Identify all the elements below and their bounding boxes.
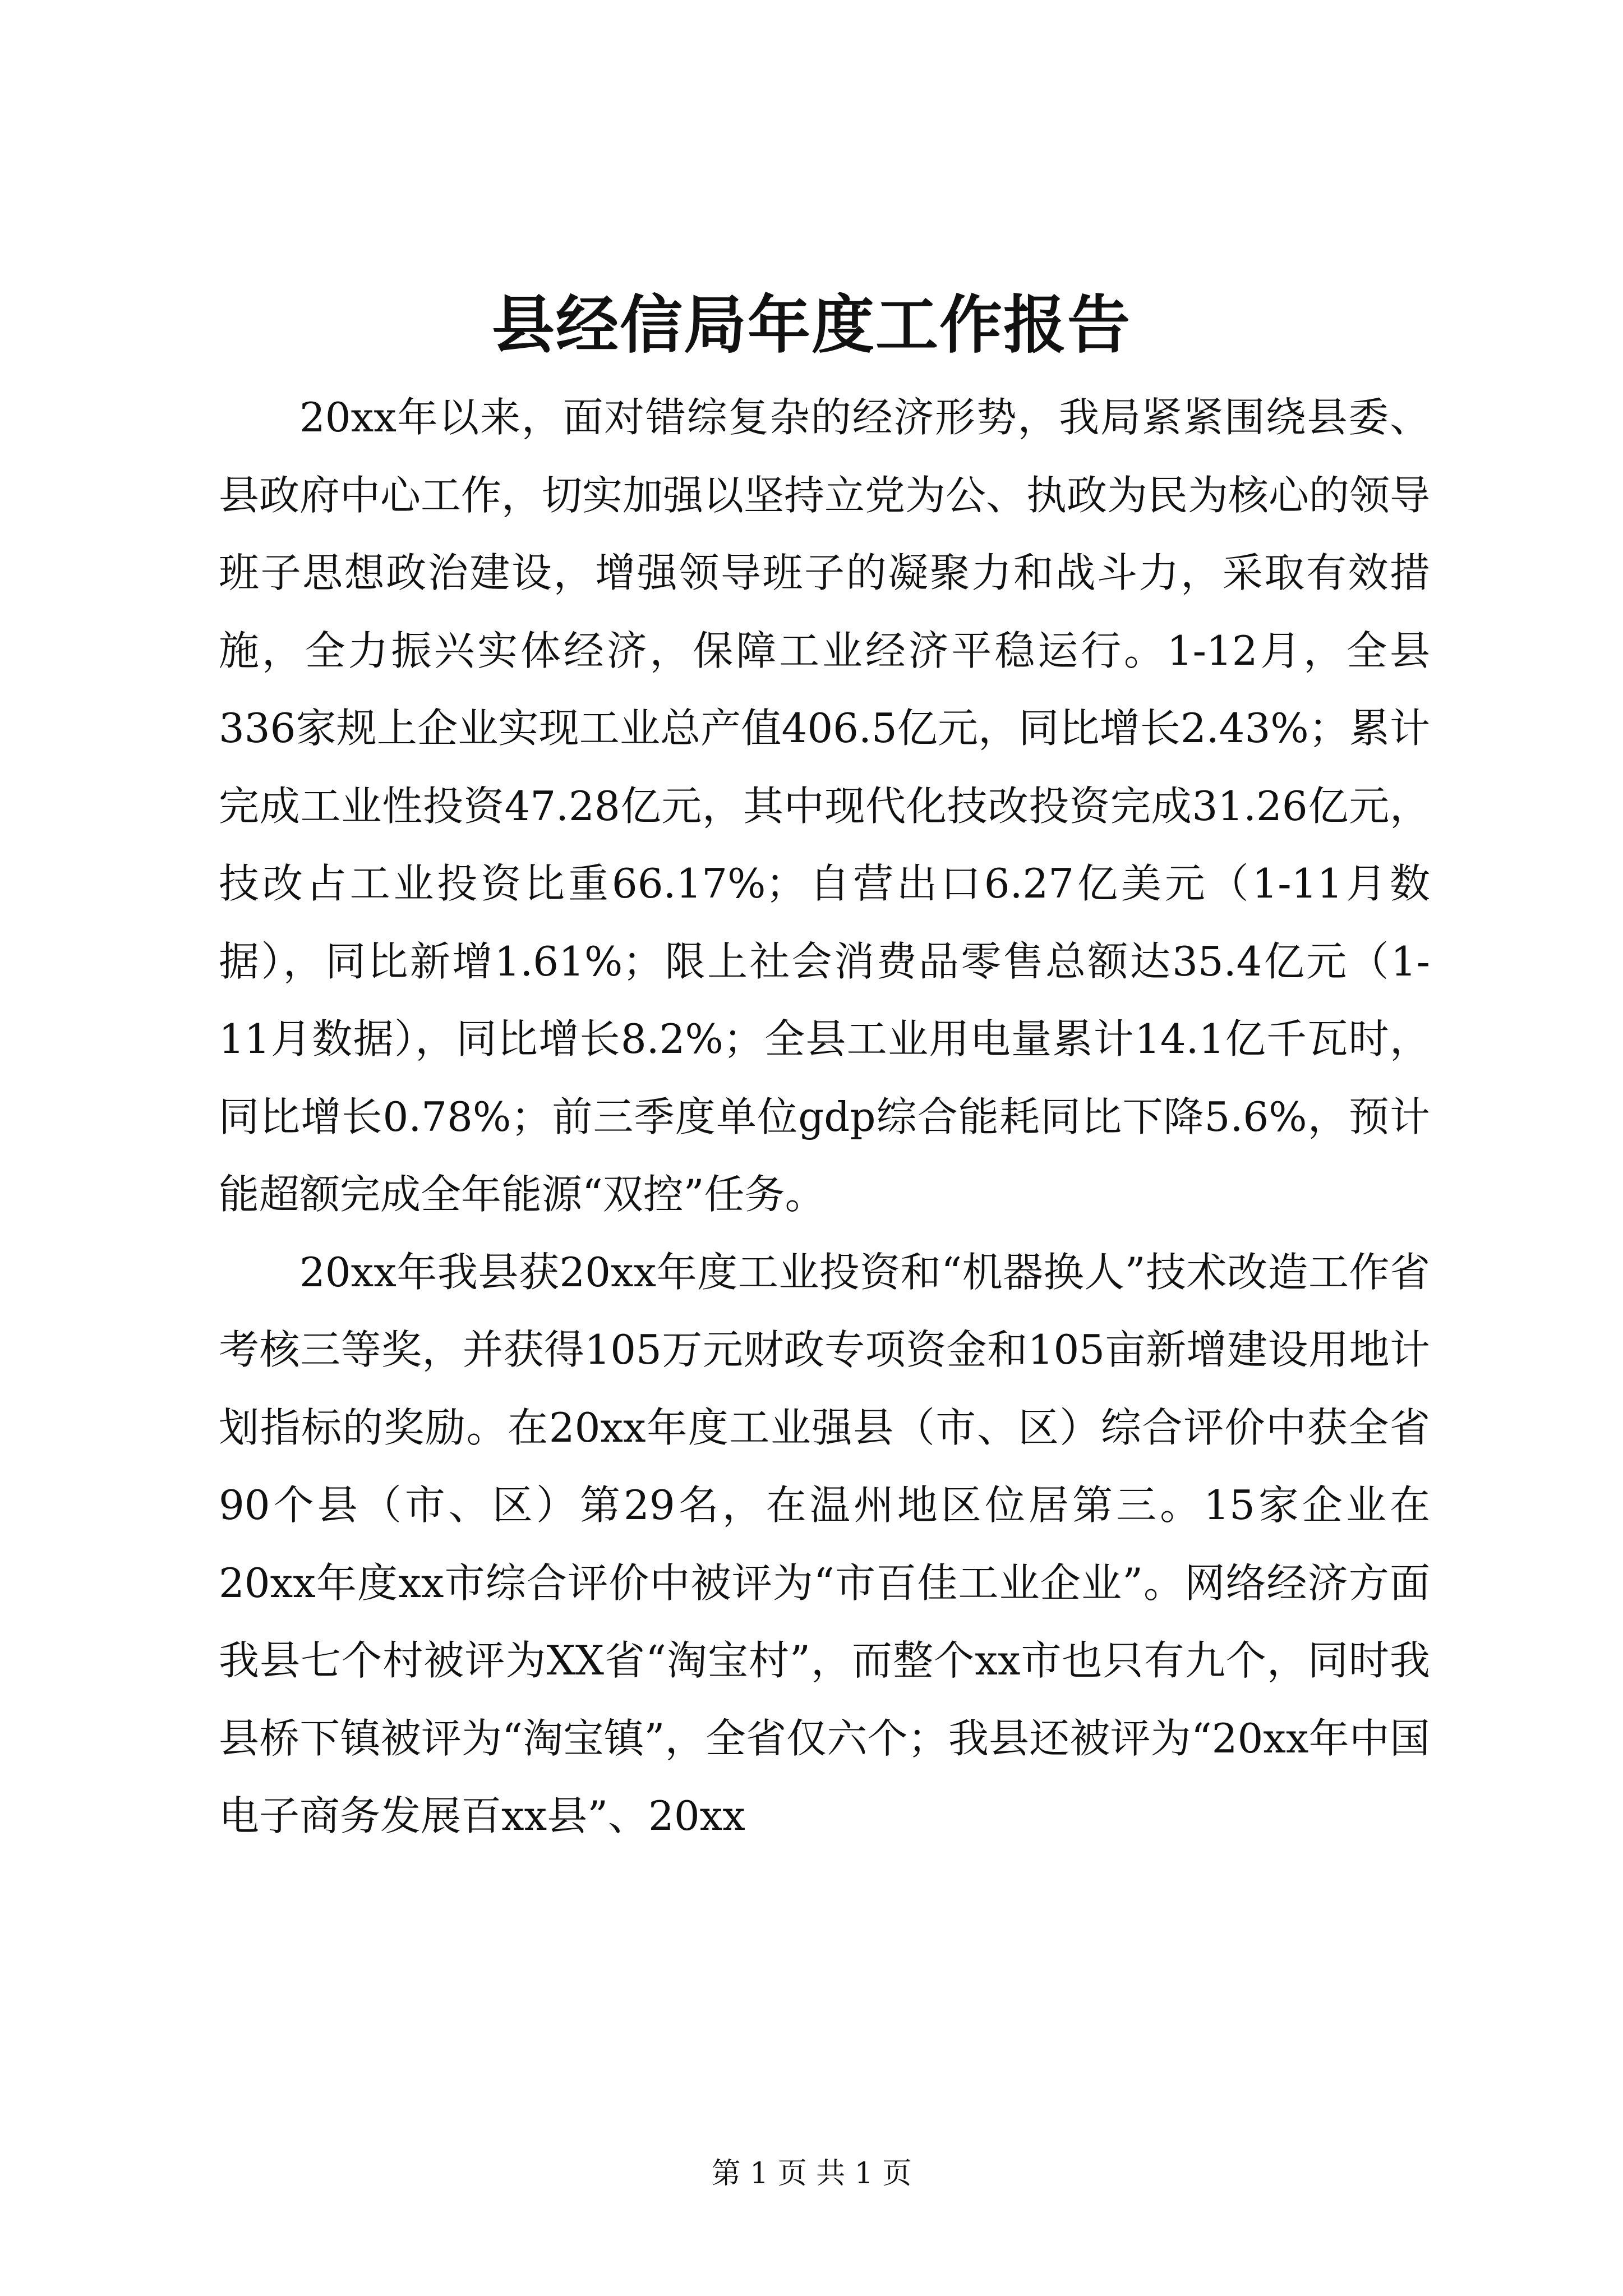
paragraph-1: 20xx年以来，面对错综复杂的经济形势，我局紧紧围绕县委、县政府中心工作，切实加强以坚持立党为公、执政为民为核心的领导班子思想政治建设，增强领导班子的凝聚力和战斗力，采取有效措施，全力振兴实体经济，保障工业经济平稳运行。1-12月，全县336家规上企业实现工业总产值406.5亿元，同比增长2.43%；累计完成工业性投资47.28亿元，其中现代化技改投资完成31.26亿元，技改占工业投资比重66.17%；自营出口6.27亿美元（1-11月数据），同比新增1.61%；限上社会消费品零售总额达35.4亿元（1-11月数据），同比增长8.2%；全县工业用电量累计14.1亿千瓦时，同比增长0.78%；前三季度单位gdp综合能耗同比下降5.6%，预计能超额完成全年能源“双控”任务。 [219,394,1431,1218]
page-footer: 第 1 页 共 1 页 [711,2157,912,2191]
document-body [219,379,1430,1855]
paragraph-2: 20xx年我县获20xx年度工业投资和“机器换人”技术改造工作省考核三等奖，并获得105万元财政专项资金和105亩新增建设用地计划指标的奖励。在20xx年度工业强县（市、区）综合评价中获全省90个县（市、区）第29名，在温州地区位居第三。15家企业在20xx年度xx市综合评价中被评为“市百佳工业企业”。网络经济方面我县七个村被评为XX省“淘宝村”，而整个xx市也只有九个，同时我县桥下镇被评为“淘宝镇”，全省仅六个；我县还被评为“20xx年中国电子商务发展百xx县”、20xx [219,1248,1430,1839]
document-title: 县经信局年度工作报告 [492,288,1131,362]
